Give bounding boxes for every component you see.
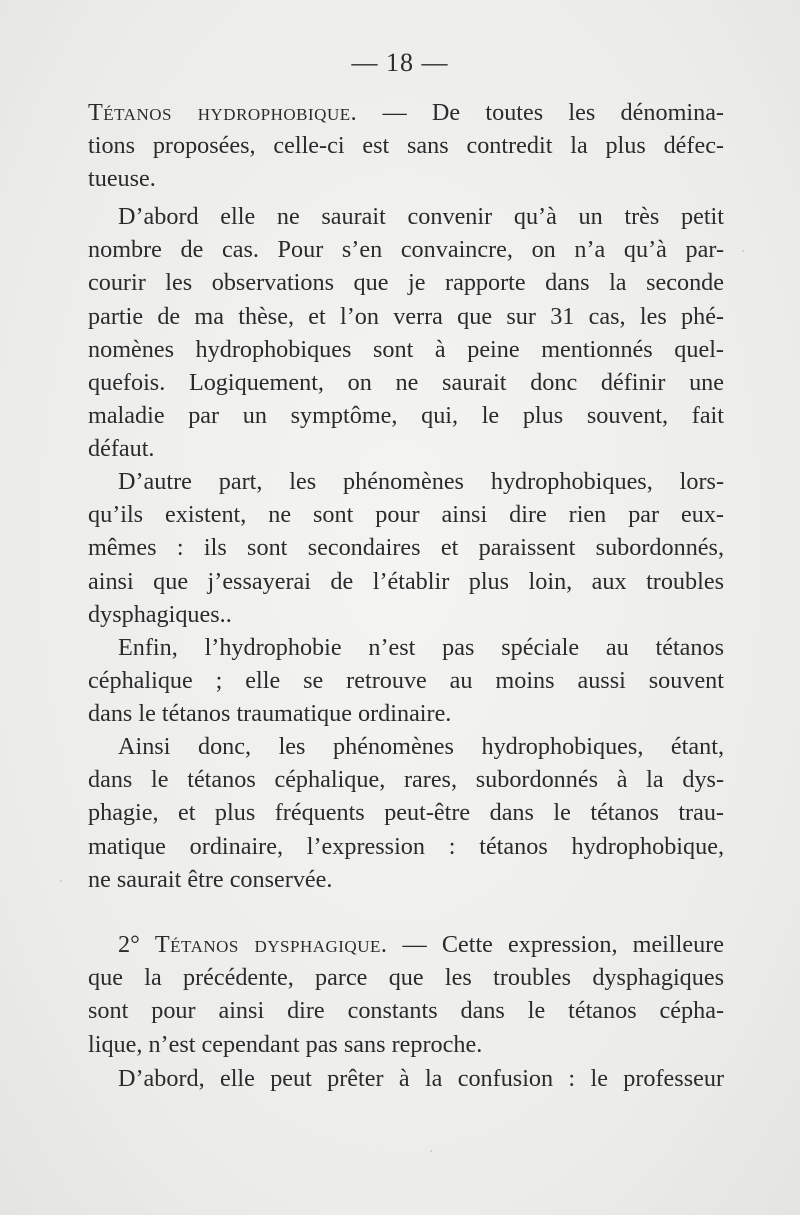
text-line xyxy=(88,961,724,994)
text-run: Enfin, l’hydrophobie n’est pas spéciale au tétanos xyxy=(118,634,724,661)
text-run: nomènes hydrophobiques sont à peine mentionnés quel- xyxy=(88,335,724,363)
text-line xyxy=(88,631,724,664)
text-line xyxy=(88,664,724,697)
text-run: sont pour ainsi dire constants dans le tétanos cépha- xyxy=(88,997,724,1025)
text-line xyxy=(88,233,724,266)
text-run: — Cette expression, meilleure xyxy=(387,931,724,958)
text-line xyxy=(88,928,724,961)
text-run: phagie, et plus fréquents peut-être dans le tétanos trau- xyxy=(88,799,724,827)
text-line xyxy=(88,830,724,863)
text-run: qu’ils existent, ne sont pour ainsi dire rien par eux- xyxy=(88,501,724,529)
paper-speck xyxy=(742,250,744,252)
section-heading: Tétanos dysphagique. xyxy=(154,931,388,958)
text-run: mêmes : ils sont secondaires et paraissent subordonnés, xyxy=(88,534,724,562)
text-line xyxy=(88,763,724,796)
text-line xyxy=(88,200,724,233)
text-run: ne saurait être conservée. xyxy=(88,865,333,893)
text-run: tions proposées, celle-ci est sans contredit la plus défec- xyxy=(88,132,724,160)
text-line xyxy=(88,266,724,299)
text-line xyxy=(88,598,724,631)
text-line xyxy=(88,697,724,730)
text-run: céphalique ; elle se retrouve au moins aussi souvent xyxy=(88,667,724,695)
text-line xyxy=(88,465,724,498)
text-run: tueuse. xyxy=(88,165,156,193)
paragraph-ainsi-donc xyxy=(88,730,724,896)
text-line xyxy=(88,796,724,829)
text-line xyxy=(88,366,724,399)
text-line xyxy=(88,300,724,333)
paragraph-tetanos-dysphagique xyxy=(88,928,724,1061)
paragraph-confusion xyxy=(88,1062,724,1095)
text-run: D’abord, elle peut prêter à la confusion : le professeur xyxy=(118,1065,724,1092)
text-run: dans le tétanos céphalique, rares, subordonnés à la dys- xyxy=(88,766,724,794)
text-line xyxy=(88,162,724,195)
text-line xyxy=(88,333,724,366)
text-run: quefois. Logiquement, on ne saurait donc définir une xyxy=(88,368,724,396)
text-run: dans le tétanos traumatique ordinaire. xyxy=(88,700,452,728)
text-run: D’abord elle ne saurait convenir qu’à un très petit xyxy=(118,203,724,230)
text-line xyxy=(88,432,724,465)
text-run: défaut. xyxy=(88,435,155,463)
text-run: dysphagiques.. xyxy=(88,600,232,628)
paragraph-tetanos-hydrophobique xyxy=(88,96,724,196)
text-line xyxy=(88,1028,724,1061)
text-run: que la précédente, parce que les troubles dysphagiques xyxy=(88,964,724,992)
text-run: Ainsi donc, les phénomènes hydrophobiques, étant, xyxy=(118,733,724,760)
paper-speck xyxy=(60,880,62,882)
text-run: courir les observations que je rapporte dans la seconde xyxy=(88,269,724,297)
text-line xyxy=(88,994,724,1027)
page-number: — 18 — xyxy=(351,48,449,77)
paragraph-autre-part xyxy=(88,465,724,631)
text-line xyxy=(88,1062,724,1095)
text-run: partie de ma thèse, et l’on verra que sur 31 cas, les phé- xyxy=(88,302,724,330)
text-line xyxy=(88,399,724,432)
text-line xyxy=(88,565,724,598)
text-line xyxy=(88,498,724,531)
text-run: lique, n’est cependant pas sans reproche. xyxy=(88,1030,483,1058)
text-line xyxy=(88,129,724,162)
paper-speck xyxy=(430,1150,432,1152)
text-run: maladie par un symptôme, qui, le plus souvent, fait xyxy=(88,402,724,430)
paragraph-enfin xyxy=(88,631,724,731)
text-line xyxy=(88,96,724,129)
text-line xyxy=(88,863,724,896)
text-run: 2° xyxy=(118,931,155,958)
text-run: D’autre part, les phénomènes hydrophobiques, lors- xyxy=(118,468,724,495)
paragraph-dabord xyxy=(88,200,724,466)
text-line xyxy=(88,730,724,763)
section-heading: Tétanos hydrophobique. xyxy=(88,99,358,126)
text-run: nombre de cas. Pour s’en convaincre, on n’a qu’à par- xyxy=(88,236,724,264)
text-run: ainsi que j’essayerai de l’établir plus loin, aux troubles xyxy=(88,567,724,595)
text-run: — De toutes les dénomina- xyxy=(357,99,724,126)
text-line xyxy=(88,531,724,564)
text-run: matique ordinaire, l’expression : tétanos hydrophobique, xyxy=(88,832,724,860)
